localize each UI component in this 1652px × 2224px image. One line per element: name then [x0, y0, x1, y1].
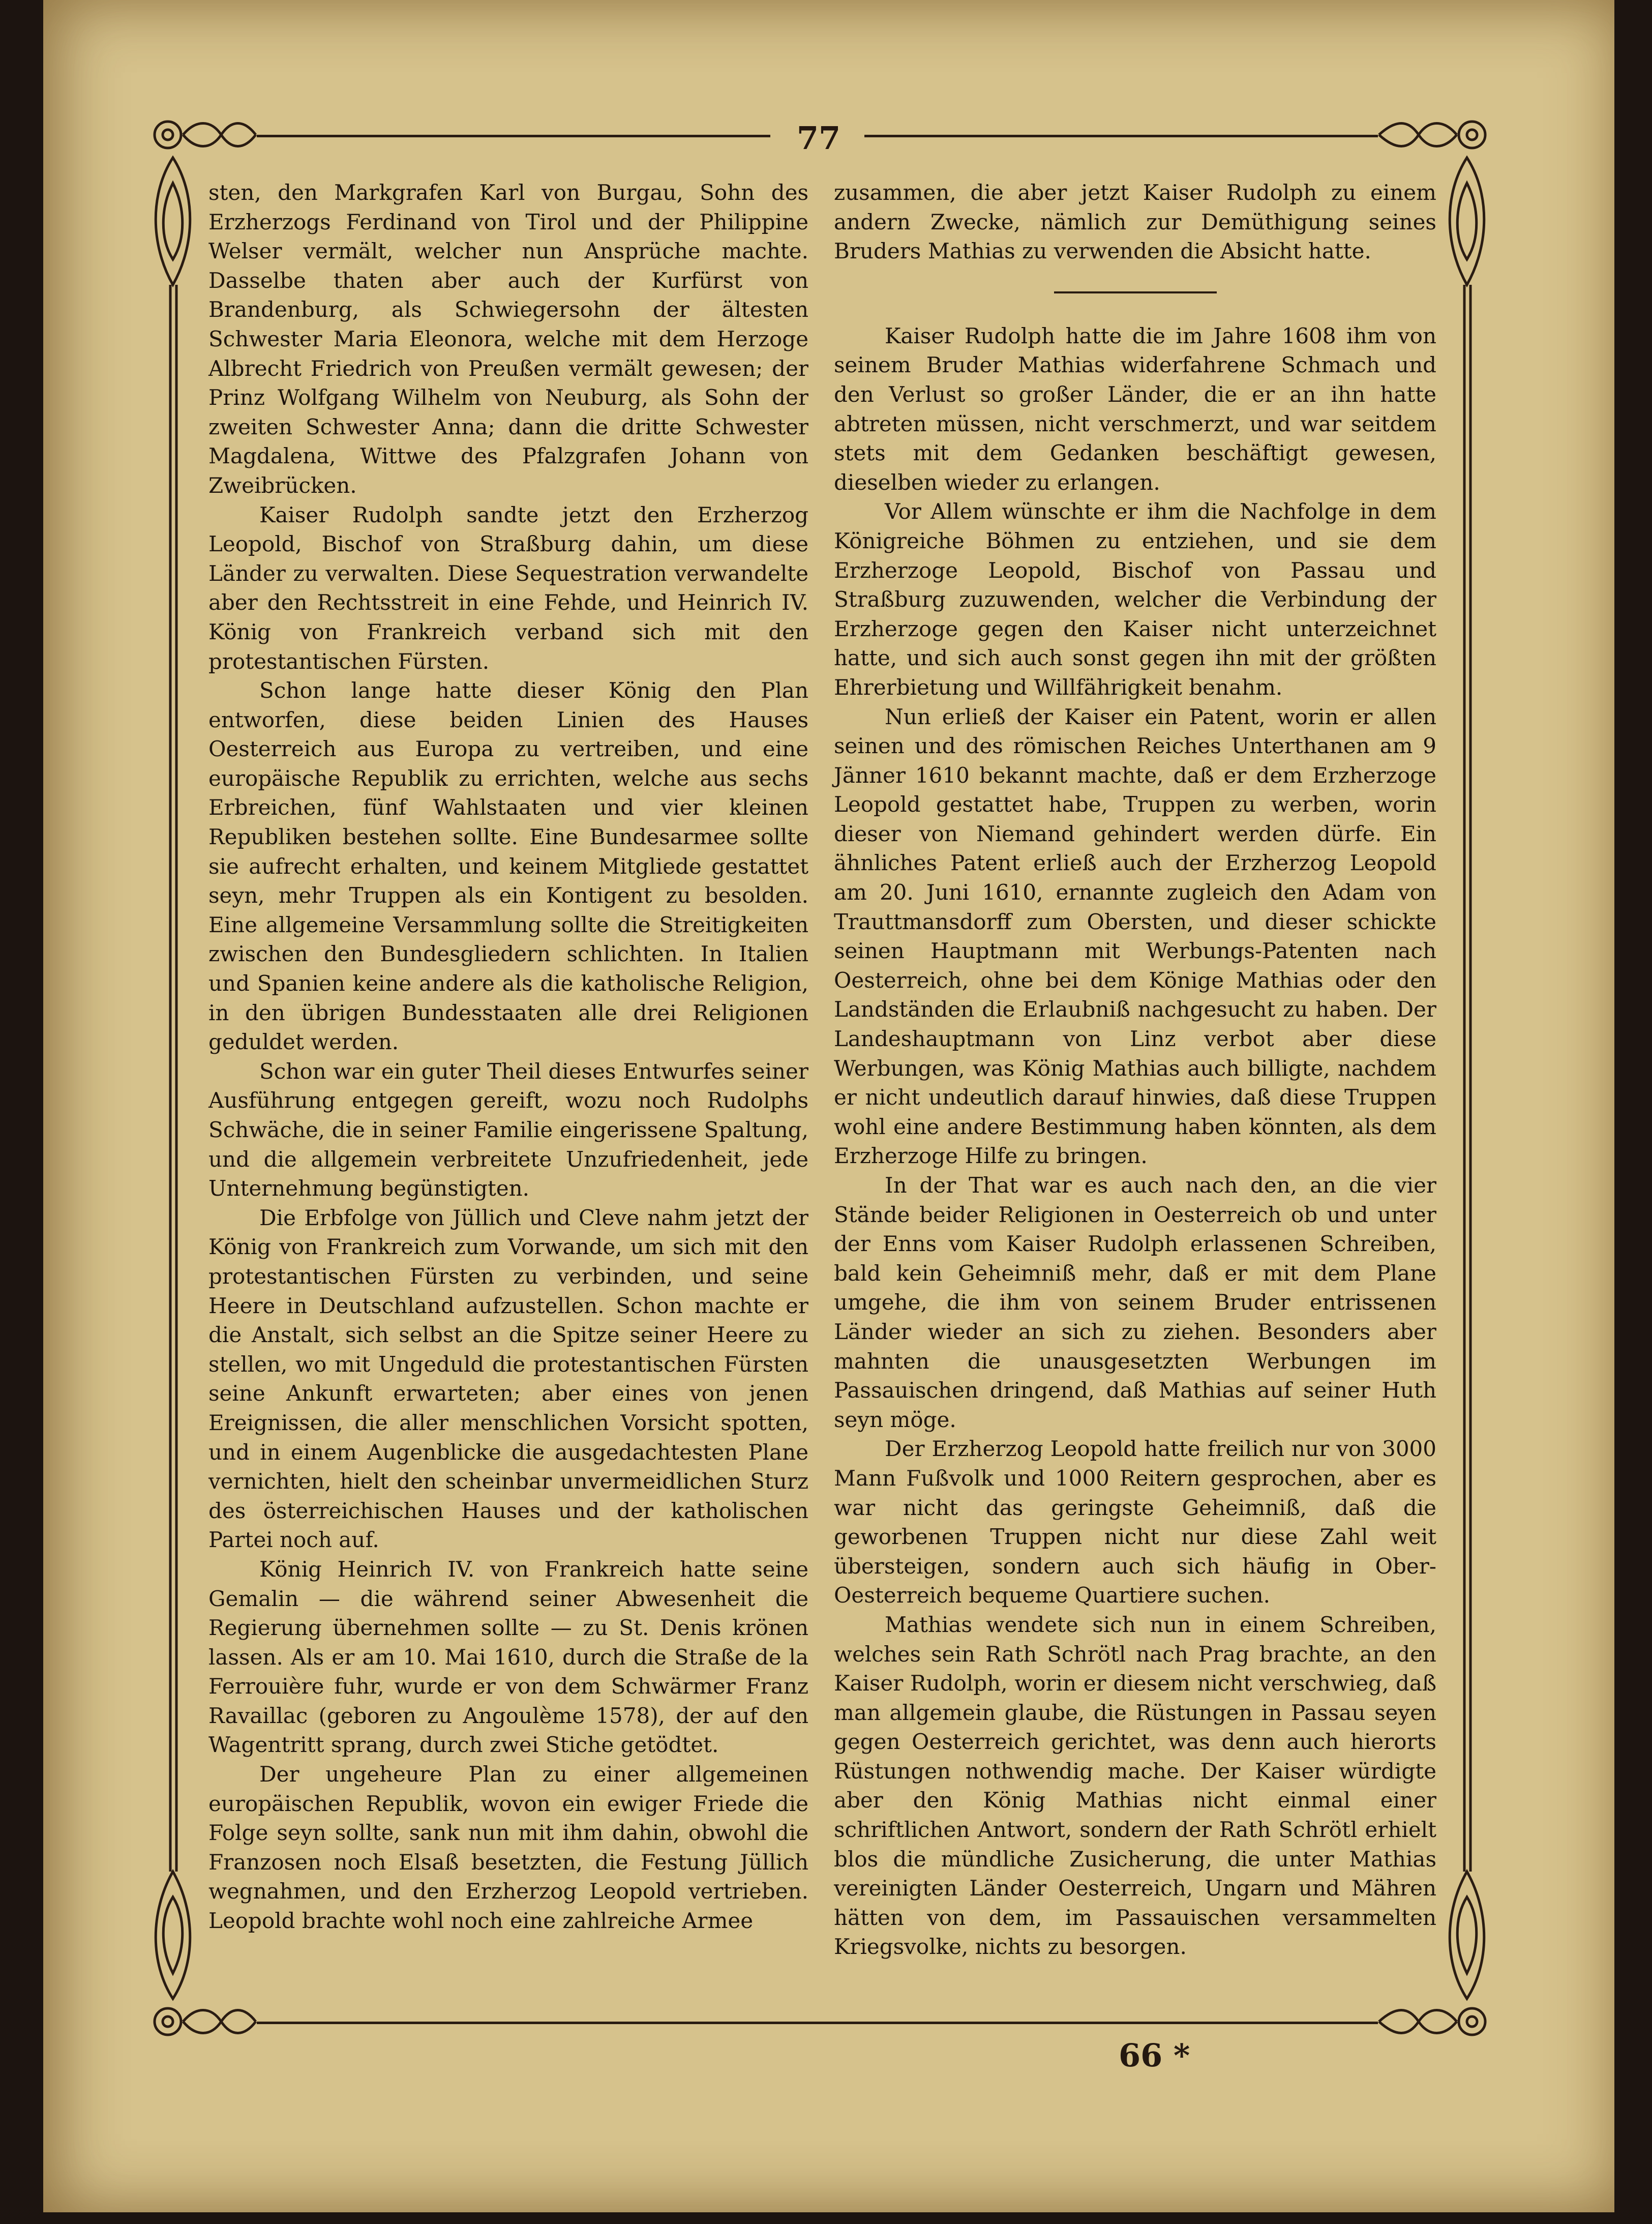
paragraph: Die Erbfolge von Jüllich und Cleve nahm jetzt der König von Frankreich zum Vorwande, um sich mit den protestantischen Fürsten zu verbinden, und seine Heere in Deutschland aufzustellen. Schon machte er die Anstalt, sich selbst an die Spitze seiner Heere zu stellen, wo mit Ungeduld die protestantischen Fürsten seine Ankunft erwarteten; aber eines von jenen Ereignissen, die aller menschlichen Vorsicht spotten, und in einem Augenblicke die ausgedachtesten Plane vernichten, hielt den scheinbar unvermeidlichen Sturz des österreichischen Hauses und der katholischen Partei noch auf. [208, 1205, 808, 1553]
right-text-column [834, 178, 1436, 1962]
paragraph: Schon lange hatte dieser König den Plan entworfen, diese beiden Linien des Hauses Oesterreich aus Europa zu vertreiben, und eine europäische Republik zu errichten, welche aus sechs Erbreichen, fünf Wahlstaaten und vier kleinen Republiken bestehen sollte. Eine Bundesarmee sollte sie aufrecht erhalten, und keinem Mitgliede gestattet seyn, mehr Truppen als ein Kontigent zu besolden. Eine allgemeine Versammlung sollte die Streitigkeiten zwischen den Bundesgliedern schlichten. In Italien und Spanien keine andere als die katholische Religion, in den übrigen Bundesstaaten alle drei Religionen geduldet werden. [208, 678, 808, 1055]
paragraph: König Heinrich IV. von Frankreich hatte seine Gemalin — die während seiner Abwesenheit die Regierung übernehmen sollte — zu St. Denis krönen lassen. Als er am 10. Mai 1610, durch die Straße de la Ferrouière fuhr, wurde er von dem Schwärmer Franz Ravaillac (geboren zu Angoulème 1578), der auf den Wagentritt sprang, durch zwei Stiche getödtet. [208, 1556, 808, 1758]
section-divider [1054, 291, 1217, 293]
bottom-left-rosette-ornament [145, 1996, 257, 2047]
paragraph: Schon war ein guter Theil dieses Entwurfes seiner Ausführung entgegen gereift, wozu noch Rudolphs Schwäche, die in seiner Familie eingerissene Spaltung, und die allgemein verbreitete Unzufriedenheit, jede Unternehmung begünstigten. [208, 1058, 808, 1201]
paragraph: sten, den Markgrafen Karl von Burgau, Sohn des Erzherzogs Ferdinand von Tirol und der Philippine Welser vermält, welcher nun Ansprüche machte. Dasselbe thaten aber auch der Kurfürst von Brandenburg, als Schwiegersohn der ältesten Schwester Maria Eleonora, welche mit dem Herzoge Albrecht Friedrich von Preußen vermält gewesen; der Prinz Wolfgang Wilhelm von Neuburg, als Sohn der zweiten Schwester Anna; dann die dritte Schwester Magdalena, Wittwe des Pfalzgrafen Johann von Zweibrücken. [208, 180, 808, 498]
page-number: 77 [796, 120, 841, 157]
printer-signature-mark: 66 * [1119, 2037, 1190, 2074]
paragraph: zusammen, die aber jetzt Kaiser Rudolph zu einem andern Zwecke, nämlich zur Demüthigung seines Bruders Mathias zu verwenden die Absicht hatte. [834, 180, 1436, 264]
header-rule-right [864, 135, 1378, 137]
paragraph: Der ungeheure Plan zu einer allgemeinen europäischen Republik, wovon ein ewiger Friede die Folge seyn sollte, sank nun mit ihm dahin, obwohl die Franzosen noch Elsaß besetzten, die Festung Jüllich wegnahmen, und den Erzherzog Leopold vertrieben. Leopold brachte wohl noch eine zahlreiche Armee [208, 1762, 808, 1934]
header-rule-left [257, 135, 770, 137]
right-side-ornament [1439, 153, 1495, 2004]
paragraph: In der That war es auch nach den, an die vier Stände beider Religionen in Oesterreich ob und unter der Enns vom Kaiser Rudolph erlassenen Schreiben, bald kein Geheimniß mehr, daß er mit dem Plane umgehe, die ihm von seinem Bruder entrissenen Länder wieder an sich zu ziehen. Besonders aber mahnten die unausgesetzten Werbungen im Passauischen dringend, daß Mathias auf seiner Huth seyn möge. [834, 1173, 1436, 1432]
left-text-column [208, 178, 808, 1936]
paragraph: Kaiser Rudolph hatte die im Jahre 1608 ihm von seinem Bruder Mathias widerfahrene Schmach und den Verlust so großer Länder, die er an ihn hatte abtreten müssen, nicht verschmerzt, und war seitdem stets mit dem Gedanken beschäftigt gewesen, dieselben wieder zu erlangen. [834, 323, 1436, 495]
paragraph: Nun erließ der Kaiser ein Patent, worin er allen seinen und des römischen Reiches Unterthanen am 9 Jänner 1610 bekannt machte, daß er dem Erzherzoge Leopold gestattet habe, Truppen zu werben, worin dieser von Niemand gehindert werden dürfe. Ein ähnliches Patent erließ auch der Erzherzog Leopold am 20. Juni 1610, ernannte zugleich den Adam von Trauttmansdorff zum Obersten, und dieser schickte seinen Hauptmann mit Werbungs-Patenten nach Oesterreich, ohne bei dem Könige Mathias oder den Landständen die Erlaubniß nachgesucht zu haben. Der Landeshauptmann von Linz verbot aber diese Werbungen, was König Mathias auch billigte, nachdem er nicht undeutlich darauf hinwies, daß diese Truppen wohl eine andere Bestimmung haben könnten, als dem Erzherzoge Hilfe zu bringen. [834, 704, 1436, 1169]
paragraph: Vor Allem wünschte er ihm die Nachfolge in dem Königreiche Böhmen zu entziehen, und sie dem Erzherzoge Leopold, Bischof von Passau und Straßburg zuzuwenden, welcher die Verbindung der Erzherzoge gegen den Kaiser nicht unterzeichnet hatte, und sich auch sonst gegen ihn mit der größten Ehrerbietung und Willfährigkeit benahm. [834, 499, 1436, 700]
footer-rule [257, 2022, 1378, 2024]
bottom-right-rosette-ornament [1378, 1996, 1495, 2047]
paragraph: Mathias wendete sich nun in einem Schreiben, welches sein Rath Schrötl nach Prag brachte, an den Kaiser Rudolph, worin er diesem nicht verschwieg, daß man allgemein glaube, die Rüstungen in Passau seyen gegen Oesterreich gerichtet, was denn auch hierorts Rüstungen nothwendig mache. Der Kaiser würdigte aber den König Mathias nicht einmal einer schriftlichen Antwort, sondern der Rath Schrötl erhielt blos die mündliche Zusicherung, die unter Mathias vereinigten Länder Oesterreich, Ungarn und Mähren hätten von dem, im Passauischen versammelten Kriegsvolke, nichts zu besorgen. [834, 1612, 1436, 1960]
left-side-ornament [145, 153, 201, 2004]
paragraph: Der Erzherzog Leopold hatte freilich nur von 3000 Mann Fußvolk und 1000 Reitern gesprochen, aber es war nicht das geringste Geheimniß, daß die geworbenen Truppen nicht nur diese Zahl weit übersteigen, sondern auch sich häufig in Ober-Oesterreich bequeme Quartiere suchen. [834, 1436, 1436, 1608]
paragraph: Kaiser Rudolph sandte jetzt den Erzherzog Leopold, Bischof von Straßburg dahin, um diese Länder zu verwalten. Diese Sequestration verwandelte aber den Rechtsstreit in eine Fehde, und Heinrich IV. König von Frankreich verband sich mit den protestantischen Fürsten. [208, 502, 808, 674]
